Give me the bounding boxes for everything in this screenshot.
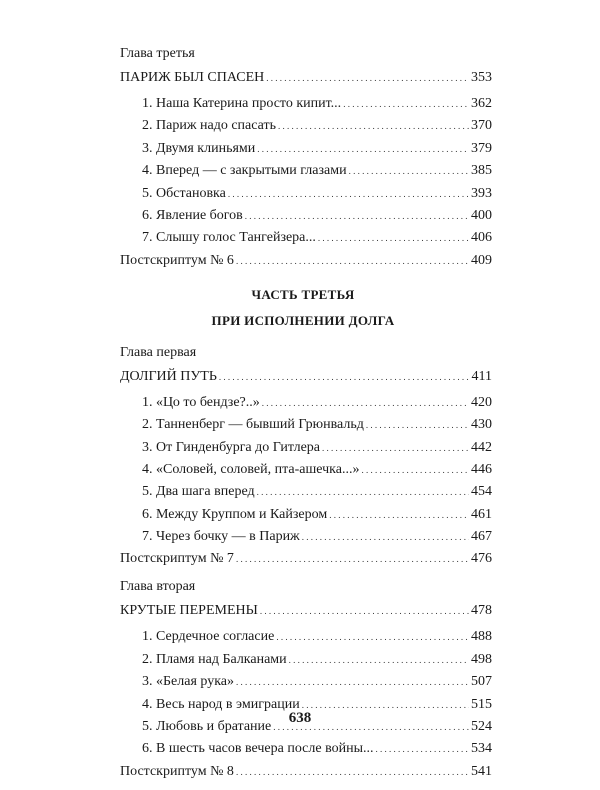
entry-label: 1. Сердечное согласие — [142, 629, 275, 645]
dot-leader — [236, 549, 469, 569]
toc-entry — [120, 627, 492, 647]
toc-entry — [120, 139, 492, 159]
chapter-title: ПАРИЖ БЫЛ СПАСЕН — [120, 70, 265, 85]
entry-label: 2. Пламя над Балканами — [142, 651, 287, 667]
dot-leader — [228, 184, 469, 204]
page-ref: 446 — [471, 461, 492, 477]
chapter-title-row — [120, 367, 492, 387]
dot-leader — [362, 460, 470, 480]
table-of-contents — [120, 44, 492, 790]
dot-leader — [302, 527, 469, 547]
entry-label: 7. Слышу голос Тангейзера... — [142, 230, 316, 246]
page-ref: 467 — [471, 529, 492, 545]
chapter-title-row — [120, 601, 492, 621]
dot-leader — [366, 415, 469, 435]
entry-label: 5. Два шага вперед — [142, 484, 255, 500]
chapter-title: ДОЛГИЙ ПУТЬ — [120, 368, 217, 384]
dot-leader — [349, 161, 469, 181]
dot-leader — [260, 601, 469, 621]
page-ref: 534 — [471, 741, 492, 757]
entry-label: 4. Весь народ в эмиграции — [142, 696, 300, 712]
page-ref: 478 — [471, 603, 492, 619]
toc-entry — [120, 206, 492, 226]
entry-label: 7. Через бочку — в Париж — [142, 529, 300, 545]
chapter-heading: Глава третья — [120, 46, 195, 61]
dot-leader — [276, 627, 469, 647]
chapter-title: КРУТЫЕ ПЕРЕМЕНЫ — [120, 603, 258, 619]
dot-leader — [329, 505, 469, 525]
dot-leader — [278, 116, 469, 136]
page-ref: 430 — [471, 417, 492, 433]
chapter-heading: Глава первая — [120, 344, 197, 360]
page-ref: 409 — [471, 252, 492, 268]
part-heading — [120, 285, 492, 331]
entry-label: Постскриптум № 7 — [120, 551, 234, 567]
toc-entry — [120, 116, 492, 136]
page-ref: 353 — [471, 70, 492, 85]
toc-entry — [120, 184, 492, 204]
page-ref: 461 — [471, 506, 492, 522]
dot-leader — [289, 650, 469, 670]
page-ref: 488 — [471, 629, 492, 645]
postscript-entry — [120, 549, 492, 569]
toc-entry — [120, 393, 492, 413]
toc-entry — [120, 460, 492, 480]
dot-leader — [236, 672, 469, 692]
dot-leader — [236, 251, 469, 271]
toc-entry — [120, 505, 492, 525]
entry-label: 5. Любовь и братание — [142, 719, 272, 735]
entry-label: 5. Обстановка — [142, 185, 226, 201]
chapter-title-row — [120, 68, 492, 88]
chapter-one-block — [120, 343, 492, 570]
page-ref: 498 — [471, 651, 492, 667]
toc-entry — [120, 161, 492, 181]
page-number: 638 — [288, 710, 312, 726]
page-ref: 379 — [471, 140, 492, 156]
page-ref: 507 — [471, 674, 492, 690]
entry-label: 4. «Соловей, соловей, пта-ашечка...» — [142, 461, 360, 477]
page-ref: 393 — [471, 185, 492, 201]
dot-leader — [236, 762, 469, 782]
page-ref: 400 — [471, 207, 492, 223]
dot-leader — [245, 206, 469, 226]
page-ref: 420 — [471, 394, 492, 410]
page-ref: 442 — [471, 439, 492, 455]
dot-leader — [318, 228, 469, 248]
dot-leader — [266, 68, 469, 88]
chapter-two-block — [120, 577, 492, 781]
toc-entry — [120, 482, 492, 502]
toc-entry — [120, 438, 492, 458]
toc-entry — [120, 527, 492, 547]
dot-leader — [376, 739, 470, 759]
entry-label: 2. Танненберг — бывший Грюнвальд — [142, 417, 364, 433]
entry-label: 6. Явление богов — [142, 207, 243, 223]
chapter-heading: Глава вторая — [120, 579, 196, 595]
part-number: ЧАСТЬ ТРЕТЬЯ — [251, 286, 355, 302]
entry-label: 6. Между Круппом и Кайзером — [142, 506, 328, 522]
entry-label: 6. В шесть часов вечера после войны... — [142, 741, 374, 757]
entry-label: 3. «Белая рука» — [142, 674, 235, 690]
dot-leader — [322, 438, 469, 458]
page-ref: 515 — [471, 696, 492, 712]
page-ref: 406 — [471, 230, 492, 246]
dot-leader — [343, 94, 469, 114]
dot-leader — [262, 393, 469, 413]
chapter-three-block — [120, 44, 492, 271]
dot-leader — [219, 367, 470, 387]
page-ref: 385 — [471, 163, 492, 179]
toc-entry — [120, 415, 492, 435]
toc-entry — [120, 94, 492, 114]
toc-entry — [120, 672, 492, 692]
dot-leader — [257, 139, 469, 159]
entry-label: 3. Двумя клиньями — [142, 140, 256, 156]
page-ref: 362 — [471, 96, 492, 111]
page-ref: 541 — [471, 763, 492, 779]
entry-label: 1. «Цо то бендзе?..» — [142, 394, 260, 410]
entry-label: 4. Вперед — с закрытыми глазами — [142, 163, 347, 179]
page-ref: 454 — [471, 484, 492, 500]
postscript-entry — [120, 251, 492, 271]
toc-entry — [120, 650, 492, 670]
entry-label: 1. Наша Катерина просто кипит... — [142, 96, 342, 111]
postscript-entry — [120, 762, 492, 782]
page-ref: 524 — [471, 719, 492, 735]
toc-entry — [120, 739, 492, 759]
dot-leader — [257, 482, 469, 502]
part-title: ПРИ ИСПОЛНЕНИИ ДОЛГА — [211, 312, 395, 328]
page-ref: 476 — [471, 551, 492, 567]
entry-label: Постскриптум № 6 — [120, 252, 234, 268]
page-ref: 411 — [471, 368, 492, 384]
entry-label: 2. Париж надо спасать — [142, 118, 276, 134]
page-ref: 370 — [471, 118, 492, 134]
entry-label: 3. От Гинденбурга до Гитлера — [142, 439, 321, 455]
toc-entry — [120, 228, 492, 248]
entry-label: Постскриптум № 8 — [120, 763, 234, 779]
